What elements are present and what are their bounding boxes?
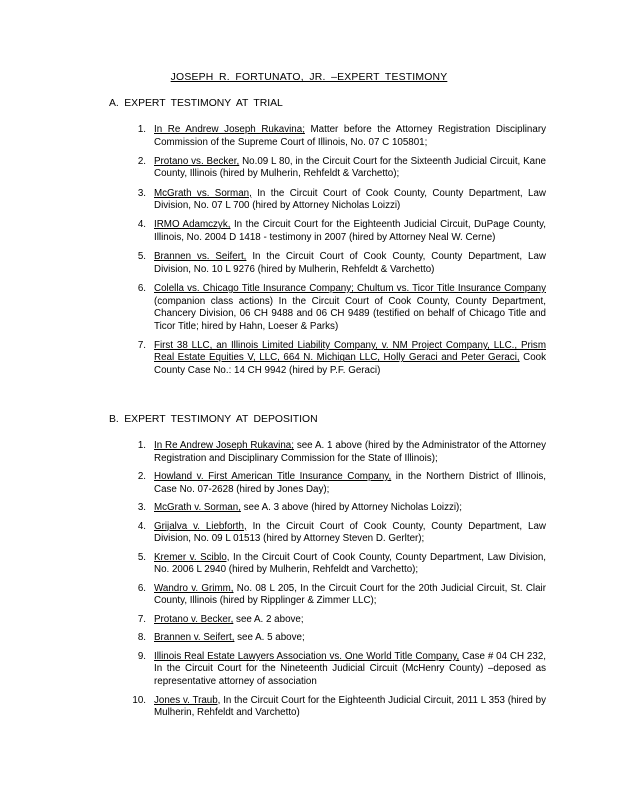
case-name: Colella vs. Chicago Title Insurance Company; bbox=[154, 282, 354, 294]
item-number: 6. bbox=[137, 282, 146, 294]
list-item bbox=[128, 251, 546, 276]
list-item bbox=[128, 632, 546, 645]
item-number: 6. bbox=[137, 582, 146, 594]
case-details: Case # 04 CH 232, In the Circuit Court for the Nineteenth Judicial Circuit (McHenry County) –deposed as representative attorney of association bbox=[154, 650, 547, 688]
item-number: 4. bbox=[137, 219, 146, 231]
case-name: Illinois Real Estate Lawyers Association vs. One World Title Company, bbox=[154, 650, 460, 662]
list-item bbox=[128, 156, 546, 181]
case-details: In the Circuit Court of Cook County, County Department, Law Division, No. 2006 L 2940 (hired by Mulherin, Rehfeldt and Varchetto); bbox=[154, 551, 547, 576]
list-item bbox=[128, 440, 546, 465]
case-details: Cook County Case No.: 14 CH 9942 (hired by P.F. Geraci) bbox=[154, 352, 546, 377]
case-details: In the Circuit Court of Cook County, County Department, Law Division, No. 07 L 700 (hired by Attorney Nicholas Loizzi) bbox=[154, 187, 546, 212]
case-details: see A. 5 above; bbox=[234, 632, 305, 644]
list-item bbox=[128, 521, 546, 546]
item-number: 2. bbox=[137, 155, 146, 167]
list-item bbox=[128, 583, 546, 608]
item-number: 2. bbox=[137, 471, 146, 483]
case-name: First 38 LLC, an Illinois Limited Liability Company, v. NM Project Company, LLC., Prism Real Estate Equities V, LLC, 664 N. Michigan LLC, Holly Geraci and Peter Geraci, bbox=[154, 339, 546, 364]
section-b-heading: B. EXPERT TESTIMONY AT DEPOSITION bbox=[109, 414, 318, 425]
case-name: In Re Andrew Joseph Rukavina; bbox=[154, 124, 305, 135]
item-number: 5. bbox=[137, 551, 146, 563]
list-item bbox=[128, 471, 546, 496]
item-number: 1. bbox=[137, 124, 146, 135]
case-details: (companion class actions) In the Circuit Court of Cook County, County Department, Chancery Division, 06 CH 9488 and 06 CH 9489 (testified on behalf of Chicago Title and Ticor Title; hired by Hahn, Loeser & Parks) bbox=[154, 295, 546, 332]
case-name: IRMO Adamczyk, bbox=[154, 219, 231, 231]
item-number: 7. bbox=[137, 339, 146, 351]
case-name-secondary: Chultum vs. Ticor Title Insurance Company bbox=[353, 282, 546, 294]
case-details: see A. 1 above (hired by the Administrator of the Attorney Registration and Disciplinary Commission for the State of Illinois); bbox=[154, 440, 546, 464]
item-number: 3. bbox=[137, 502, 146, 514]
item-number: 10. bbox=[132, 694, 146, 706]
case-details: in the Northern District of Illinois, Case No. 07-2628 (hired by Jones Day); bbox=[154, 471, 546, 495]
list-item bbox=[128, 283, 546, 333]
item-number: 9. bbox=[137, 650, 146, 662]
section-a-heading: A. EXPERT TESTIMONY AT TRIAL bbox=[109, 98, 283, 109]
case-name: Brannen vs. Seifert, bbox=[154, 251, 247, 263]
item-number: 1. bbox=[137, 440, 146, 451]
list-item bbox=[128, 651, 546, 689]
list-item bbox=[128, 614, 546, 627]
case-name: McGrath v. Sorman, bbox=[154, 502, 241, 514]
list-item bbox=[128, 124, 546, 149]
case-details: In the Circuit Court for the Eighteenth Judicial Circuit, DuPage County, Illinois, No. 2004 D 1418 - testimony in 2007 (hired by Attorney Neal W. Cerne) bbox=[154, 219, 546, 243]
page-title bbox=[0, 72, 618, 83]
item-number: 7. bbox=[137, 613, 146, 625]
case-details: see A. 3 above (hired by Attorney Nicholas Loizzi); bbox=[240, 502, 463, 514]
list-item bbox=[128, 340, 546, 378]
case-name: Protano vs. Becker, bbox=[154, 155, 240, 167]
list-item bbox=[128, 502, 546, 515]
case-details: In the Circuit Court for the Eighteenth Judicial Circuit, 2011 L 353 (hired by Mulherin, Rehfeldt and Varchetto) bbox=[154, 694, 546, 719]
case-name: Kremer v. Sciblo, bbox=[154, 551, 230, 563]
case-name: McGrath vs. Sorman, bbox=[154, 187, 252, 199]
list-item bbox=[128, 219, 546, 244]
case-name: Brannen v. Seifert, bbox=[154, 632, 235, 644]
case-details: see A. 2 above; bbox=[233, 613, 304, 625]
page-title-text: JOSEPH R. FORTUNATO, JR. –EXPERT TESTIMONY bbox=[170, 72, 448, 83]
case-details: Matter before the Attorney Registration Disciplinary Commission of the Supreme Court of Illinois, No. 07 C 105801; bbox=[154, 124, 546, 148]
list-item bbox=[128, 695, 546, 720]
case-name: Jones v. Traub, bbox=[154, 694, 221, 706]
item-number: 8. bbox=[137, 632, 146, 644]
case-name: Howland v. First American Title Insurance Company, bbox=[154, 471, 392, 483]
trial-testimony-list bbox=[128, 124, 546, 384]
case-details: In the Circuit Court of Cook County, County Department, Law Division, No. 09 L 01513 (hired by Attorney Steven D. Gerlter); bbox=[154, 520, 546, 545]
case-name: In Re Andrew Joseph Rukavina; bbox=[154, 440, 294, 451]
case-details: No. 08 L 205, In the Circuit Court for the 20th Judicial Circuit, St. Clair County, Illinois (hired by Ripplinger & Zimmer LLC); bbox=[154, 582, 546, 607]
case-details: No.09 L 80, in the Circuit Court for the Sixteenth Judicial Circuit, Kane County, Illinois (hired by Mulherin, Rehfeldt & Varchetto); bbox=[154, 155, 547, 180]
case-name: Wandro v. Grimm, bbox=[154, 582, 234, 594]
item-number: 3. bbox=[137, 187, 146, 199]
list-item bbox=[128, 188, 546, 213]
deposition-testimony-list bbox=[128, 440, 546, 726]
case-details: In the Circuit Court of Cook County, County Department, Law Division, No. 10 L 9276 (hired by Mulherin, Rehfeldt & Varchetto) bbox=[154, 251, 546, 275]
item-number: 4. bbox=[137, 520, 146, 532]
list-item bbox=[128, 552, 546, 577]
case-name: Protano v. Becker, bbox=[154, 613, 234, 625]
case-name: Grijalva v. Liebforth, bbox=[154, 520, 247, 532]
item-number: 5. bbox=[137, 251, 146, 263]
